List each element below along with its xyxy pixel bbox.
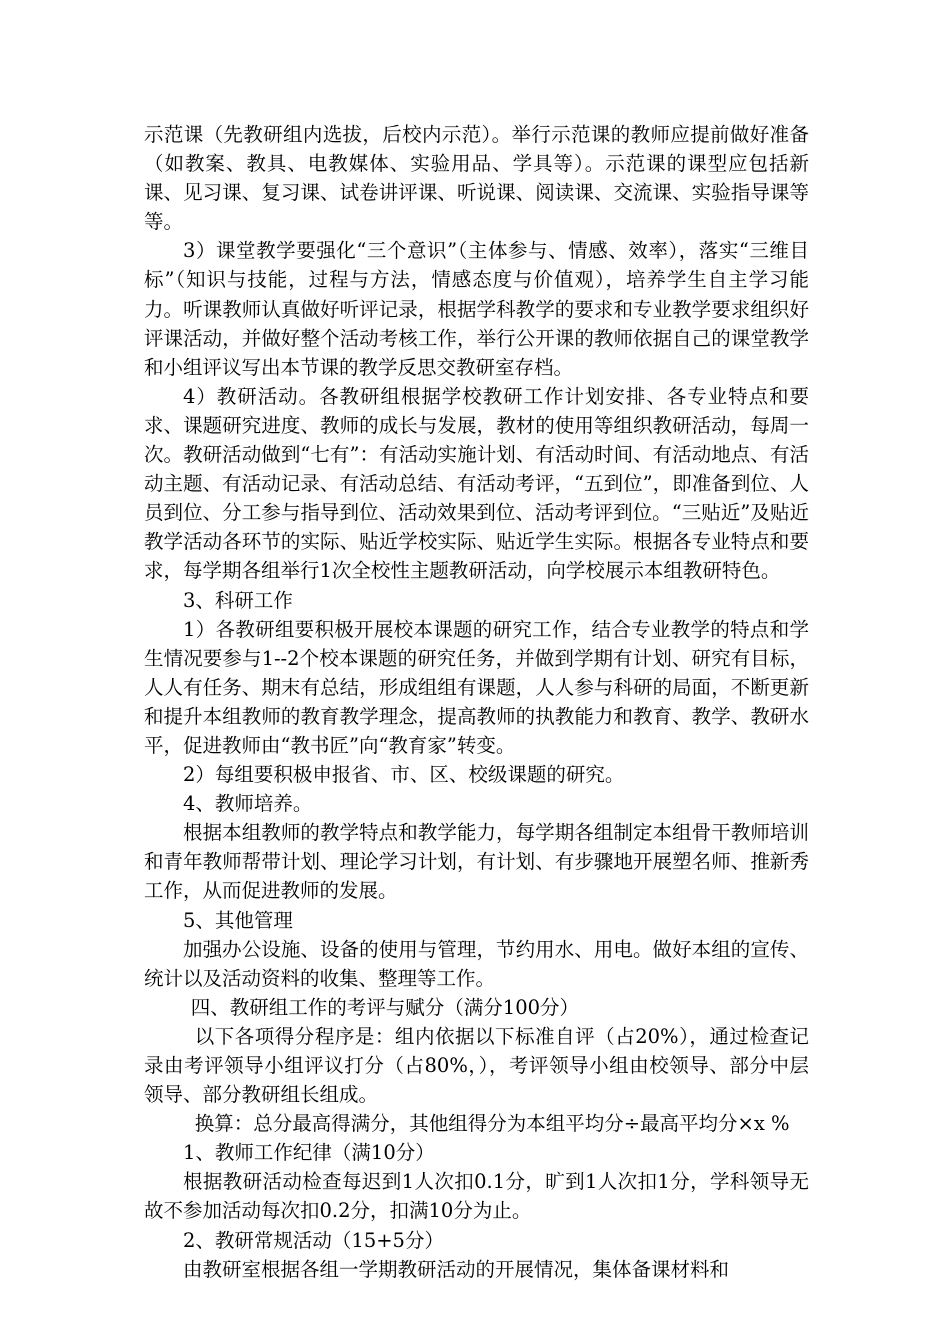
- paragraph: 2）每组要积极申报省、市、区、校级课题的研究。: [183, 763, 625, 787]
- paragraph: 5、其他管理: [183, 908, 293, 932]
- paragraph: 1、教师工作纪律（满10分）: [183, 1141, 435, 1165]
- paragraph: 4）教研活动。各教研组根据学校教研工作计划安排、各专业特点和要求、课题研究进度、教师的成长与发展，教材的使用等组织教研活动，每周一次。教研活动做到“七有”：有活动实施计划、有活动时间、有活动地点、有活动主题、有活动记录、有活动总结、有活动考评，“五到位”，即准备到位、人员到位、分工参与指导到位、活动效果到位、活动考评到位。“三贴近”及贴近教学活动各环节的实际、贴近学校实际、贴近学生实际。根据各专业特点和要求，每学期各组举行1次全校性主题教研活动，向学校展示本组教研特色。: [144, 384, 809, 583]
- paragraph: 3）课堂教学要强化“三个意识”（主体参与、情感、效率），落实“三维目标”（知识与技能，过程与方法，情感态度与价值观），培养学生自主学习能力。听课教师认真做好听评记录，根据学科教学的要求和专业教学要求组织好评课活动，并做好整个活动考核工作，举行公开课的教师依据自己的课堂教学和小组评议写出本节课的教学反思交教研室存档。: [144, 239, 809, 379]
- paragraph: 2、教研常规活动（15+5分）: [183, 1228, 444, 1252]
- paragraph: 示范课（先教研组内选拔，后校内示范）。举行示范课的教师应提前做好准备（如教案、教具、电教媒体、实验用品、学具等）。示范课的课型应包括新课、见习课、复习课、试卷讲评课、听说课、阅读课、交流课、实验指导课等等。: [144, 123, 809, 234]
- paragraph: 四、教研组工作的考评与赋分（满分100分）: [190, 995, 580, 1019]
- paragraph: 4、教师培养。: [183, 792, 313, 816]
- paragraph: 1）各教研组要积极开展校本课题的研究工作，结合专业教学的特点和学生情况要参与1--2个校本课题的研究任务，并做到学期有计划、研究有目标，人人有任务、期末有总结，形成组组有课题，人人参与科研的局面，不断更新和提升本组教师的教育教学理念，提高教师的执教能力和教育、教学、教研水平，促进教师由“教书匠”向“教育家”转变。: [144, 617, 809, 757]
- document-body: [144, 120, 809, 1284]
- paragraph: 以下各项得分程序是：组内依据以下标准自评（占20%），通过检查记录由考评领导小组评议打分（占80%，），考评领导小组由校领导、部分中层领导、部分教研组长组成。: [144, 1024, 809, 1107]
- paragraph: 根据本组教师的教学特点和教学能力，每学期各组制定本组骨干教师培训和青年教师帮带计划、理论学习计划，有计划、有步骤地开展塑名师、推新秀工作，从而促进教师的发展。: [144, 821, 809, 903]
- paragraph: 3、科研工作: [183, 588, 293, 612]
- paragraph: 加强办公设施、设备的使用与管理，节约用水、用电。做好本组的宣传、统计以及活动资料的收集、整理等工作。: [144, 937, 809, 990]
- paragraph: 换算：总分最高得满分，其他组得分为本组平均分÷最高平均分×x %: [194, 1112, 790, 1136]
- paragraph: 根据教研活动检查每迟到1人次扣0.1分，旷到1人次扣1分，学科领导无故不参加活动每次扣0.2分，扣满10分为止。: [144, 1170, 809, 1223]
- paragraph: 由教研室根据各组一学期教研活动的开展情况，集体备课材料和: [183, 1257, 730, 1281]
